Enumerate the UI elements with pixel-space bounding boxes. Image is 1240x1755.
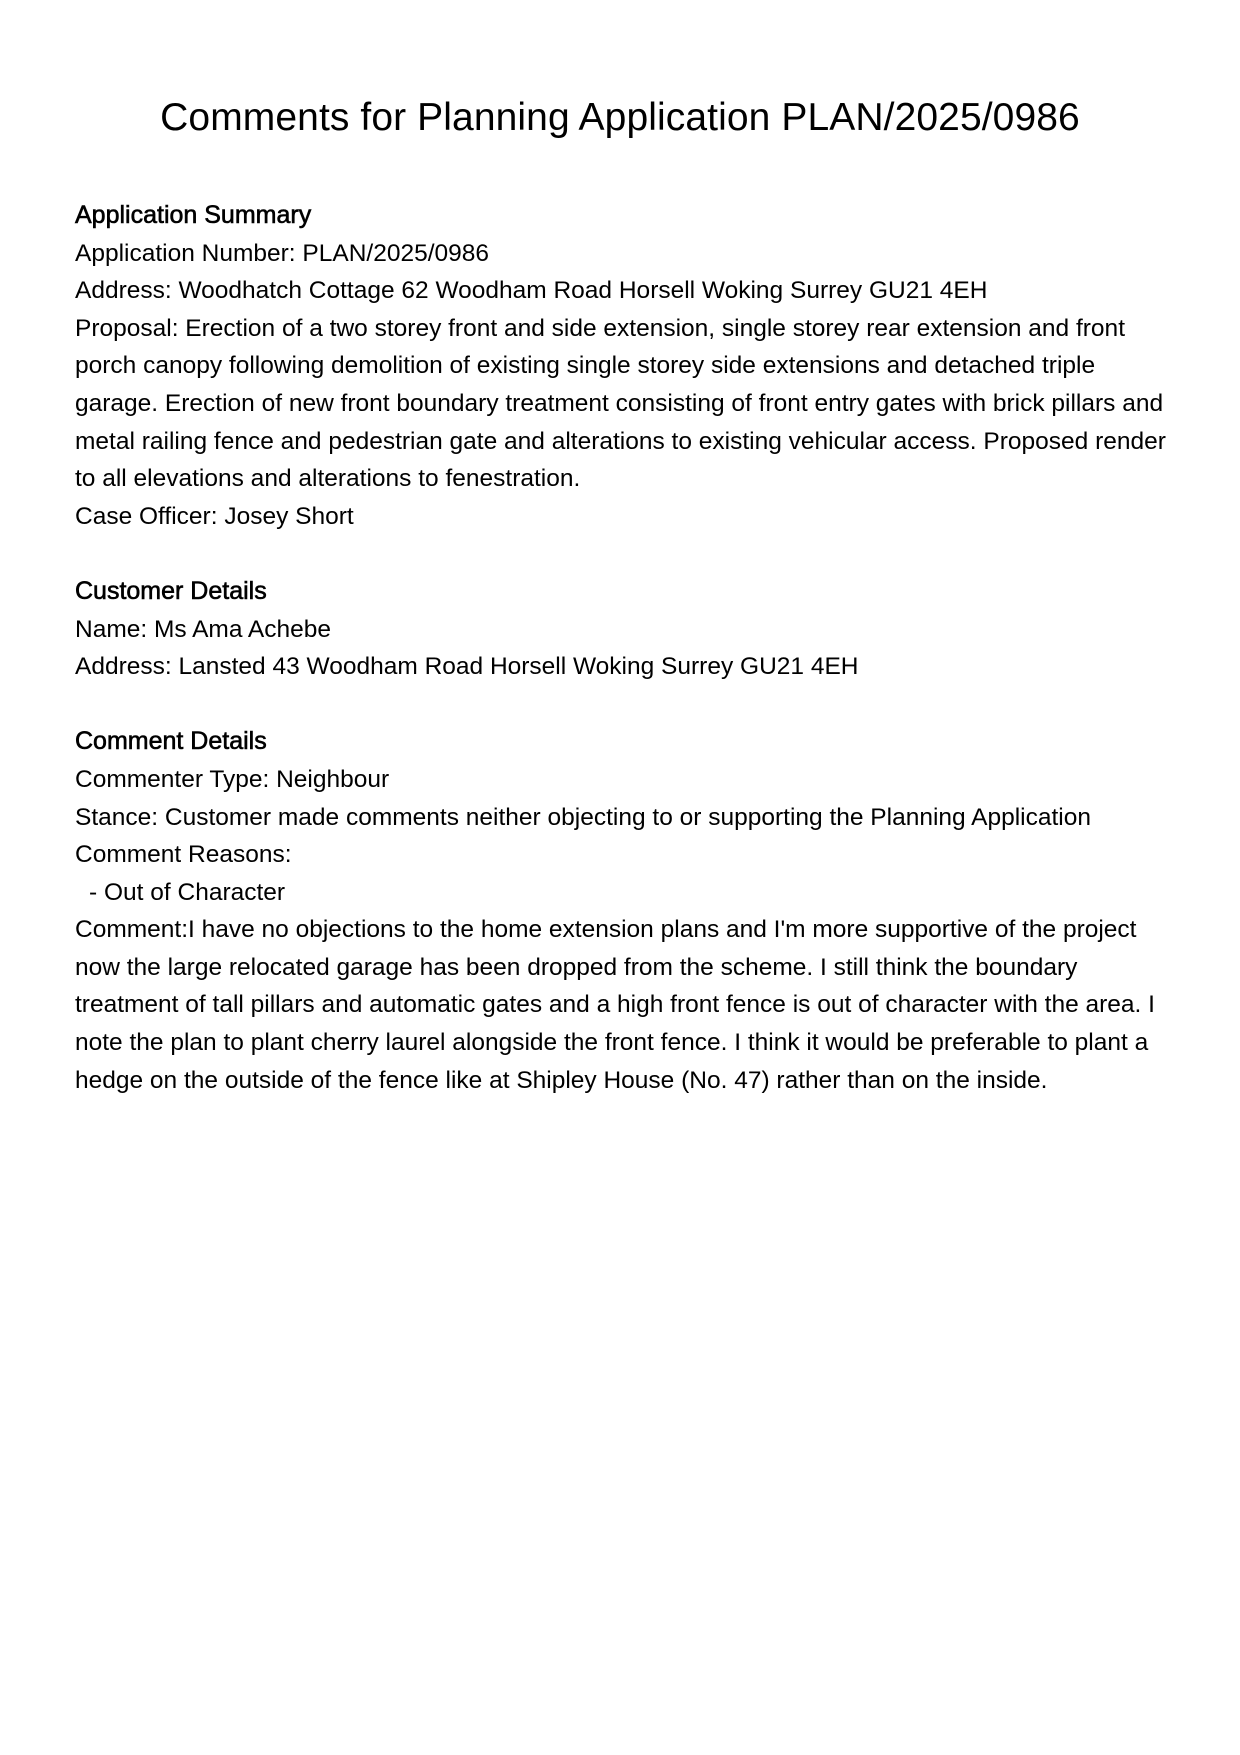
proposal-text: Proposal: Erection of a two storey front and side extension, single storey rear extension and front porch canopy following demolition of existing single storey side extensions and detached triple garage. Erection of new front boundary treatment consisting of front entry gates with brick pillars and metal railing fence and pedestrian gate and alterations to existing vehicular access. Proposed render to all elevations and alterations to fenestration. bbox=[75, 314, 1166, 493]
comment-reason-item: - Out of Character bbox=[89, 878, 286, 906]
comment-details-section bbox=[75, 723, 1175, 1099]
application-number: Application Number: PLAN/2025/0986 bbox=[75, 239, 490, 267]
customer-details-heading: Customer Details bbox=[75, 576, 267, 605]
case-officer: Case Officer: Josey Short bbox=[75, 502, 354, 530]
comment-text: Comment:I have no objections to the home extension plans and I'm more supportive of the project now the large relocated garage has been dropped from the scheme. I still think the boundary treatment of tall pillars and automatic gates and a high front fence is out of character with the area. I note the plan to plant cherry laurel alongside the front fence. I think it would be preferable to plant a hedge on the outside of the fence like at Shipley House (No. 47) rather than on the inside. bbox=[75, 916, 1155, 1094]
document-body bbox=[75, 197, 1175, 1137]
application-summary-heading: Application Summary bbox=[75, 201, 312, 229]
commenter-type: Commenter Type: Neighbour bbox=[75, 765, 390, 793]
stance: Stance: Customer made comments neither objecting to or supporting the Planning Application bbox=[75, 803, 1091, 831]
application-summary-section bbox=[75, 197, 1175, 535]
customer-name: Name: Ms Ama Achebe bbox=[75, 615, 332, 643]
customer-address: Address: Lansted 43 Woodham Road Horsell Woking Surrey GU21 4EH bbox=[75, 653, 859, 681]
comment-details-heading: Comment Details bbox=[75, 727, 267, 756]
page-title: Comments for Planning Application PLAN/2025/0986 bbox=[160, 96, 1080, 139]
comment-reasons-label: Comment Reasons: bbox=[75, 841, 292, 869]
application-address: Address: Woodhatch Cottage 62 Woodham Road Horsell Woking Surrey GU21 4EH bbox=[75, 277, 988, 305]
customer-details-section bbox=[75, 573, 1175, 686]
